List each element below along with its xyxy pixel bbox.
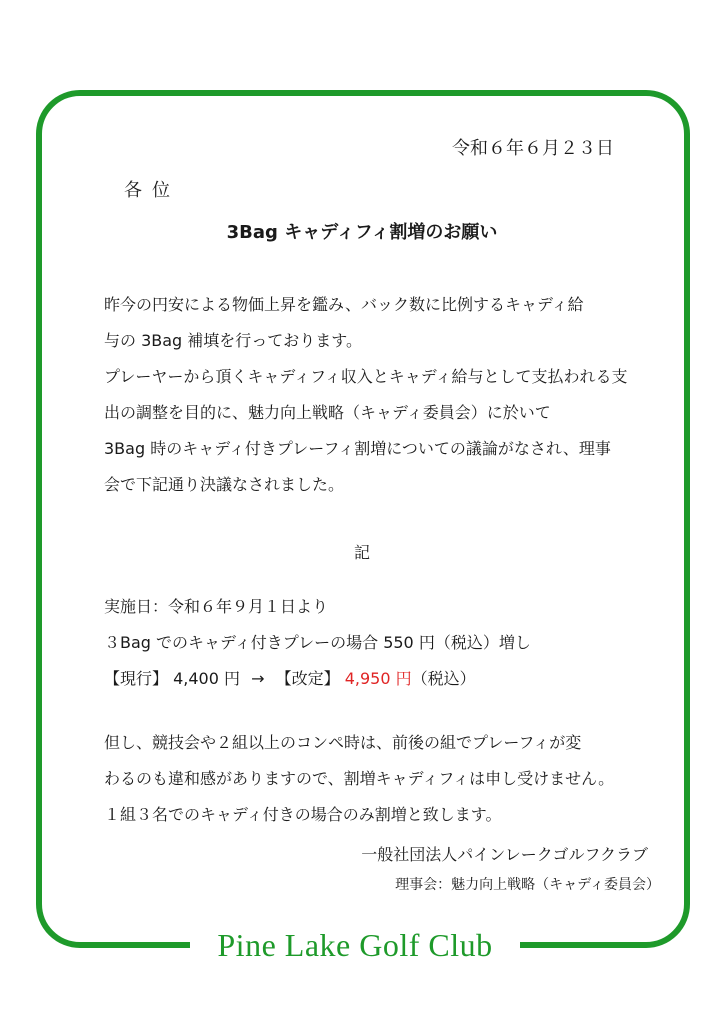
addressee: 各位 [124,180,180,201]
arrow-icon: → [251,669,265,688]
revised-label: 【改定】 [275,669,340,688]
intro-line: 会で下記通り決議なされました。 [104,475,345,494]
tax-note: （税込） [411,669,476,688]
intro-line: 3Bag 時のキャディ付きプレーフィ割増についての議論がなされ、理事 [104,439,611,458]
current-price: 4,400 円 [173,669,241,688]
surcharge-line: ３Bag でのキャディ付きプレーの場合 550 円（税込）増し [104,633,531,652]
committee-name: 理事会：魅力向上戦略（キャディ委員会） [395,877,660,893]
intro-line: 与の 3Bag 補填を行っております。 [104,331,363,350]
caveat-line: １組３名でのキャディ付きの場合のみ割増と致します。 [104,805,502,824]
revised-price: 4,950 円 [344,669,412,688]
caveat-line: わるのも違和感がありますので、割増キャディフィは申し受けません。 [104,769,615,788]
organization-name: 一般社団法人パインレークゴルフクラブ [361,845,648,864]
intro-line: 出の調整を目的に、魅力向上戦略（キャディ委員会）に於いて [104,403,551,422]
intro-line: プレーヤーから頂くキャディフィ収入とキャディ給与として支払われる支 [104,367,628,386]
effective-date: 実施日：令和６年９月１日より [104,597,329,616]
club-name-footer: Pine Lake Golf Club [217,927,493,963]
document-title: 3Bag キャディフィ割増のお願い [226,222,498,243]
document-date: 令和６年６月２３日 [452,138,614,159]
current-label: 【現行】 [104,669,169,688]
ki-heading: 記 [353,543,370,562]
intro-line: 昨今の円安による物価上昇を鑑み、バック数に比例するキャディ給 [104,295,584,314]
price-change-line [104,666,476,689]
caveat-line: 但し、競技会や２組以上のコンペ時は、前後の組でプレーフィが変 [104,733,582,752]
